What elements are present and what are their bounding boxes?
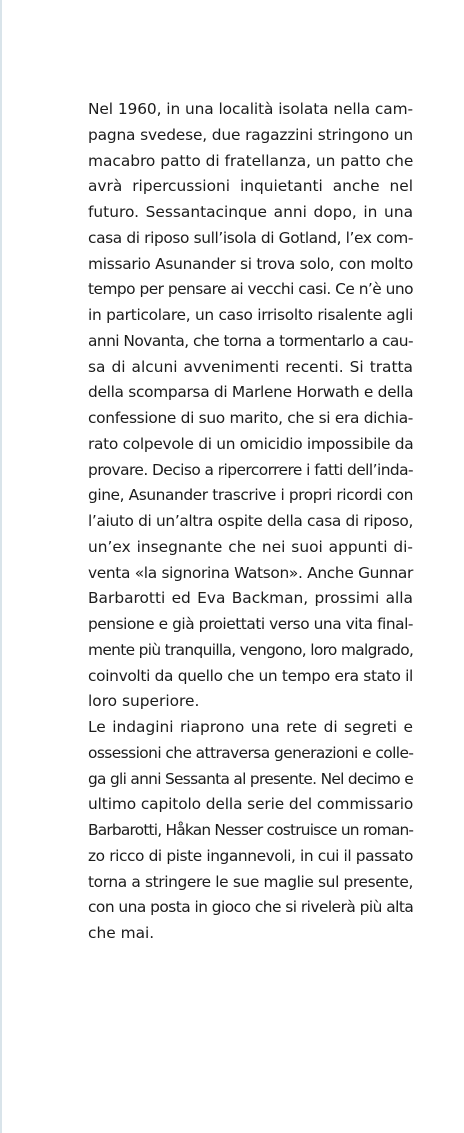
text-line: rato colpevole di un omicidio impossibile da — [88, 434, 414, 453]
text-line: Le indagini riaprono una rete di segreti e — [88, 718, 413, 736]
text-line: gine, Asunander trascrive i propri ricordi con — [88, 486, 413, 505]
text-line: casa di riposo sull’isola di Gotland, l’ex com- — [88, 228, 413, 247]
text-line: macabro patto di fratellanza, un patto che — [88, 151, 414, 170]
text-line: che mai. — [88, 924, 155, 942]
text-line: provare. Deciso a ripercorrere i fatti dell’inda- — [88, 460, 413, 479]
paragraph-1 — [88, 97, 413, 715]
text-line: torna a stringere le sue maglie sul presente, — [88, 872, 413, 891]
page-edge-rule — [0, 0, 2, 1133]
text-line: pensione e già proiettati verso una vita final- — [88, 615, 413, 633]
text-line: della scomparsa di Marlene Horwath e della — [88, 383, 414, 402]
paragraph-2 — [88, 715, 413, 947]
text-line: anni Novanta, che torna a tormentarlo a cau- — [88, 331, 413, 350]
text-line: un’ex insegnante che nei suoi appunti di- — [88, 537, 413, 556]
text-line: Barbarotti, Håkan Nesser costruisce un roman- — [88, 821, 414, 839]
text-line: ga gli anni Sessanta al presente. Nel decimo e — [88, 769, 413, 788]
text-line: loro superiore. — [88, 692, 200, 711]
text-line: zo ricco di piste ingannevoli, in cui il passato — [88, 846, 413, 865]
text-line: con una posta in gioco che si rivelerà più alta — [88, 898, 414, 917]
text-line: ultimo capitolo della serie del commissario — [88, 795, 414, 814]
text-line: pagna svedese, due ragazzini stringono un — [88, 125, 413, 144]
text-line: in particolare, un caso irrisolto risalente agli — [88, 306, 413, 324]
text-line: missario Asunander si trova solo, con molto — [88, 254, 413, 273]
text-line: l’aiuto di un’altra ospite della casa di riposo, — [88, 512, 413, 530]
text-line: tempo per pensare ai vecchi casi. Ce n’è uno — [88, 280, 413, 299]
text-line: confessione di suo marito, che si era dichia- — [88, 409, 414, 427]
text-line: sa di alcuni avvenimenti recenti. Si tratta — [88, 357, 413, 376]
text-line: mente più tranquilla, vengono, loro malgrado, — [88, 640, 414, 659]
text-line: Nel 1960, in una località isolata nella cam- — [88, 100, 413, 118]
text-line: Barbarotti ed Eva Backman, prossimi alla — [88, 589, 413, 608]
text-line: coinvolti da quello che un tempo era stato il — [88, 666, 413, 685]
text-line: ossessioni che attraversa generazioni e colle- — [88, 743, 414, 762]
text-line: futuro. Sessantacinque anni dopo, in una — [88, 203, 413, 221]
book-flap-text — [88, 97, 413, 947]
text-line: venta «la signorina Watson». Anche Gunnar — [88, 563, 413, 582]
text-line: avrà ripercussioni inquietanti anche nel — [88, 177, 413, 196]
